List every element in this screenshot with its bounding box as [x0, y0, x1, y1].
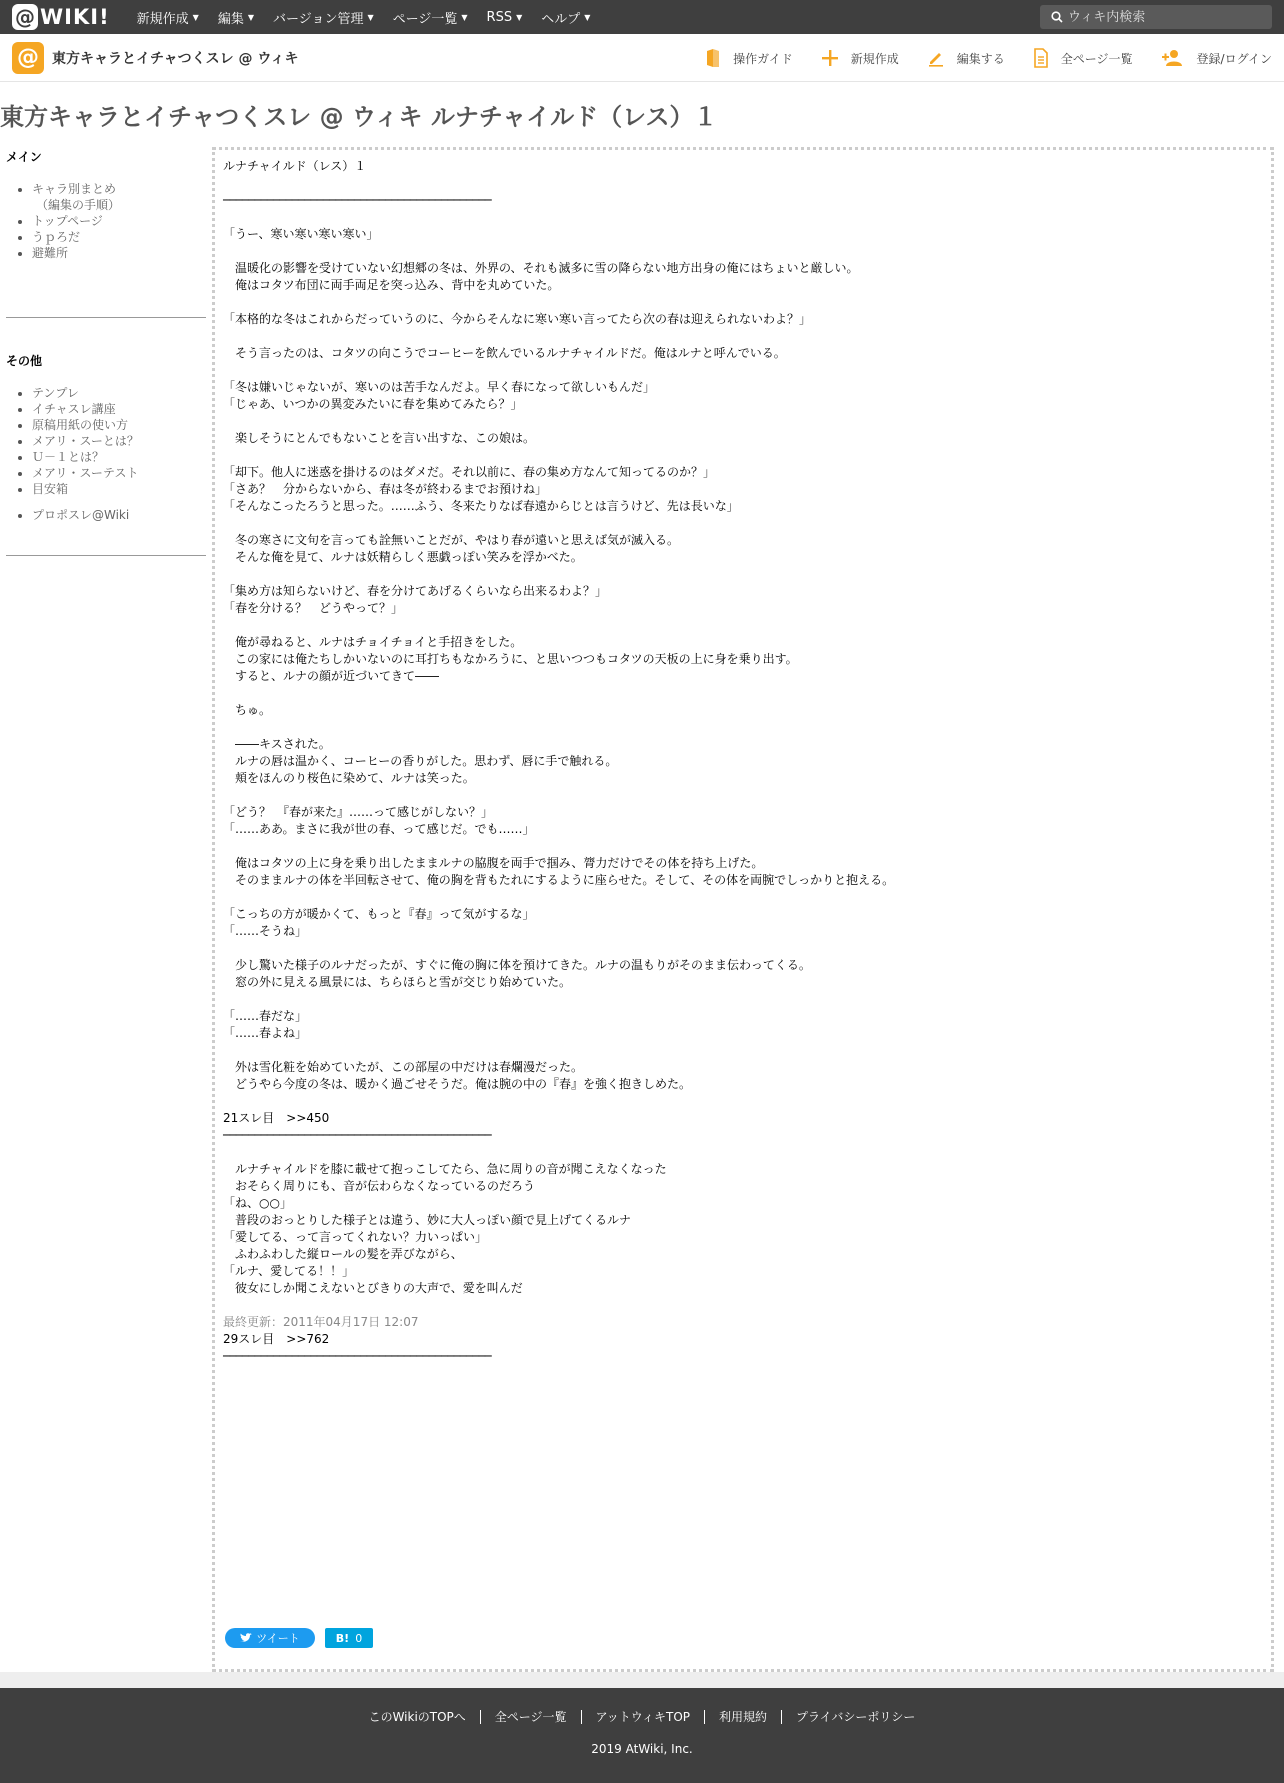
list-item[interactable] [32, 385, 206, 401]
body-line [223, 175, 1263, 192]
users-icon [1161, 49, 1185, 67]
body-line: ルナの唇は温かく、コーヒーの香りがした。思わず、唇に手で触れる。 [223, 754, 618, 768]
sidebar-link[interactable]: 原稿用紙の使い方 [32, 418, 129, 432]
footer [0, 1688, 1284, 1783]
sidebar-other-heading: その他 [6, 354, 43, 368]
body-line [223, 447, 1263, 464]
nav-all-pages-label: 全ページ一覧 [1060, 51, 1133, 66]
body-line: 少し驚いた様子のルナだったが、すぐに俺の胸に体を預けてきた。ルナの温もりがそのまま伝わってくる。 [223, 958, 811, 972]
footer-spacer [0, 1672, 1284, 1688]
body-line: そのままルナの体を半回転させて、俺の胸を背もたれにするように座らせた。そして、その体を両腕でしっかりと抱える。 [223, 873, 895, 887]
body-line: 普段のおっとりした様子とは違う、妙に大人っぽい顔で見上げてくるルナ [223, 1213, 632, 1227]
caret-down-icon: ▼ [192, 12, 199, 22]
footer-links [0, 1710, 1284, 1724]
nav-login-label: 登録/ログイン [1196, 51, 1272, 66]
last-updated: 最終更新：2011年04月17日 12:07 [223, 1315, 419, 1329]
body-line: 「ね、○○」 [223, 1196, 292, 1210]
body-line [223, 940, 1263, 957]
body-line: 29スレ目 >>762 [223, 1332, 330, 1346]
nav-create[interactable] [821, 49, 899, 67]
body-line [223, 566, 1263, 583]
body-line: 俺はコタツ布団に両手両足を突っ込み、背中を丸めていた。 [223, 278, 560, 292]
body-line: 外は雪化粧を始めていたが、この部屋の中だけは春爛漫だった。 [223, 1060, 584, 1074]
body-line: 楽しそうにとんでもないことを言い出すな、この娘は。 [223, 431, 536, 445]
hatena-count: 0 [355, 1631, 363, 1645]
body-line [223, 243, 1263, 260]
nav-edit-label: 編集する [956, 51, 1005, 66]
sidebar-link[interactable]: うｐろだ [32, 230, 81, 244]
list-item[interactable] [32, 465, 206, 481]
body-line: 「冬は嫌いじゃないが、寒いのは苦手なんだよ。早く春になって欲しいもんだ」 [223, 380, 656, 394]
body-line: この家には俺たちしかいないのに耳打ちもなかろうに、と思いつつもコタツの天板の上に身を乗り出す。 [223, 652, 798, 666]
top-menu-item[interactable] [218, 8, 254, 27]
copyright: 2019 AtWiki, Inc. [591, 1742, 693, 1756]
list-item[interactable] [32, 449, 206, 465]
logo-text: WIKI! [40, 5, 110, 29]
article-body [223, 158, 1263, 1365]
body-line: 「……そうね」 [223, 924, 308, 938]
sidebar-link[interactable]: プロポスレ@Wiki [32, 508, 130, 522]
page-title: 東方キャラとイチャつくスレ @ ウィキ ルナチャイルド（レス）１ [0, 103, 718, 131]
top-menu-label: 編集 [217, 11, 244, 27]
sidebar-link[interactable]: 目安箱 [32, 482, 69, 496]
list-item[interactable] [32, 213, 206, 229]
body-line: 「……ああ。まさに我が世の春、って感じだ。でも……」 [223, 822, 535, 836]
sidebar-extra-list [32, 507, 206, 523]
caret-down-icon: ▼ [516, 12, 523, 22]
body-line: そんな俺を見て、ルナは妖精らしく悪戯っぽい笑みを浮かべた。 [223, 550, 583, 564]
sidebar-link[interactable]: （編集の手順） [36, 198, 121, 212]
body-line: ルナチャイルド（レス）１ [223, 159, 367, 173]
footer-link[interactable]: このWikiのTOPへ [368, 1710, 466, 1724]
nav-guide-label: 操作ガイド [733, 51, 793, 66]
body-line [223, 328, 1263, 345]
hatena-label: B! [335, 1631, 350, 1645]
top-menu-label: ページ一覧 [392, 11, 458, 27]
book-icon [705, 48, 721, 68]
caret-down-icon: ▼ [584, 12, 591, 22]
search-box[interactable] [1040, 5, 1272, 29]
body-line: ふわふわした縦ロールの髪を弄びながら、 [223, 1247, 463, 1261]
top-menu-label: ヘルプ [541, 11, 581, 27]
sidebar-link[interactable]: イチャスレ講座 [32, 402, 116, 416]
list-item[interactable] [32, 245, 206, 261]
body-line [223, 1144, 1263, 1161]
top-menu [118, 8, 591, 27]
twitter-icon [240, 1633, 252, 1643]
nav-all-pages[interactable] [1033, 48, 1133, 68]
body-line [223, 209, 1263, 226]
body-line: 21スレ目 >>450 [223, 1111, 330, 1125]
search-icon [1046, 11, 1068, 23]
top-menu-label: RSS [486, 9, 513, 25]
body-line [223, 787, 1263, 804]
body-line: 「……春よね」 [223, 1026, 308, 1040]
at-icon: @ [12, 4, 38, 30]
footer-link[interactable]: 利用規約 [704, 1710, 781, 1724]
sidebar-link[interactable]: Ｕ－１とは？ [32, 450, 105, 464]
sidebar-link[interactable]: テンプレ [32, 386, 79, 400]
body-line [223, 294, 1263, 311]
footer-link[interactable]: 全ページ一覧 [480, 1710, 581, 1724]
nav-guide[interactable] [705, 48, 793, 68]
nav-login[interactable] [1161, 49, 1272, 67]
document-icon [1033, 48, 1049, 68]
plus-icon [821, 49, 839, 67]
list-item[interactable] [32, 433, 206, 449]
main-content [212, 147, 1274, 1672]
tweet-label: ツイート [256, 1632, 300, 1645]
body-line: ルナチャイルドを膝に載せて抱っこしてたら、急に周りの音が聞こえなくなった [223, 1162, 667, 1176]
body-line: 冬の寒さに文句を言っても詮無いことだが、やはり春が遠いと思えば気が滅入る。 [223, 533, 680, 547]
top-menu-item[interactable] [393, 8, 468, 27]
top-menu-item[interactable] [541, 8, 590, 27]
body-line: 「うー、寒い寒い寒い寒い」 [223, 227, 379, 241]
body-line: 「ルナ、愛してる！！」 [223, 1264, 355, 1278]
body-line [223, 515, 1263, 532]
body-line: 俺はコタツの上に身を乗り出したままルナの脇腹を両手で掴み、膂力だけでその体を持ち上げた。 [223, 856, 764, 870]
body-line: 「春を分ける？ どうやって？」 [223, 601, 404, 615]
body-line: 窓の外に見える風景には、ちらほらと雪が交じり始めていた。 [223, 975, 572, 989]
header-nav [677, 34, 1272, 82]
sidebar-main-heading: メイン [6, 150, 42, 164]
top-menu-item[interactable] [273, 8, 374, 27]
text-divider: ─────────────────────────────────────────── [223, 1349, 491, 1363]
list-item[interactable] [32, 481, 206, 497]
search-input[interactable] [1068, 10, 1258, 25]
body-line [223, 413, 1263, 430]
caret-down-icon: ▼ [367, 12, 374, 22]
body-line: そう言ったのは、コタツの向こうでコーヒーを飲んでいるルナチャイルドだ。俺はルナと呼んでいる。 [223, 346, 786, 360]
list-item[interactable] [32, 229, 206, 245]
body-line: 温暖化の影響を受けていない幻想郷の冬は、外界の、それも滅多に雪の降らない地方出身の俺にはちょいと厳しい。 [223, 261, 859, 275]
sidebar-link[interactable]: 避難所 [32, 246, 69, 260]
site-title[interactable]: 東方キャラとイチャつくスレ @ ウィキ [52, 50, 299, 67]
body-line: ちゅ。 [223, 703, 272, 717]
body-line: ――キスされた。 [223, 737, 331, 751]
body-line [223, 1297, 1263, 1314]
text-divider: ─────────────────────────────────────────── [223, 1128, 491, 1142]
body-line [223, 889, 1263, 906]
top-menu-item[interactable] [137, 8, 199, 27]
body-line: 「……春だな」 [223, 1009, 308, 1023]
site-header [0, 34, 1284, 82]
body-line: どうやら今度の冬は、暖かく過ごせそうだ。俺は腕の中の『春』を強く抱きしめた。 [223, 1077, 692, 1091]
top-menu-label: 新規作成 [136, 11, 189, 27]
share-buttons [225, 1628, 373, 1648]
body-line [223, 991, 1263, 1008]
body-line: 「じゃあ、いつかの異変みたいに春を集めてみたら？」 [223, 397, 523, 411]
atwiki-logo[interactable] [12, 4, 110, 30]
text-divider: ─────────────────────────────────────────── [223, 193, 491, 207]
nav-create-label: 新規作成 [850, 51, 899, 66]
global-topbar [0, 0, 1284, 34]
body-line: 「本格的な冬はこれからだっていうのに、今からそんなに寒い寒い言ってたら次の春は迎えられないわよ？」 [223, 312, 812, 326]
body-line: おそらく周りにも、音が伝わらなくなっているのだろう [223, 1179, 536, 1193]
body-line: 「集め方は知らないけど、春を分けてあげるくらいなら出来るわよ？」 [223, 584, 608, 598]
body-line [223, 1042, 1263, 1059]
top-menu-item[interactable] [487, 8, 523, 27]
caret-down-icon: ▼ [247, 12, 254, 22]
sidebar-other-list [32, 385, 206, 497]
list-item[interactable] [32, 401, 206, 417]
body-line: 「さあ？ 分からないから、春は冬が終わるまでお預けね」 [223, 482, 548, 496]
sidebar-link[interactable]: トップページ [32, 214, 103, 228]
sidebar-link[interactable]: キャラ別まとめ [32, 182, 117, 196]
footer-link[interactable]: プライバシーポリシー [781, 1710, 929, 1724]
body-line: 「却下。他人に迷惑を掛けるのはダメだ。それ以前に、春の集め方なんて知ってるのか？」 [223, 465, 716, 479]
body-line: 「どう？ 『春が来た』……って感じがしない？」 [223, 805, 494, 819]
footer-link[interactable]: アットウィキTOP [581, 1710, 704, 1724]
body-line [223, 685, 1263, 702]
body-line: 「そんなこったろうと思った。……ふう、冬来たりなば春遠からじとは言うけど、先は長いな」 [223, 499, 739, 513]
sidebar-link[interactable]: メアリ・スーテスト [32, 466, 139, 480]
list-item[interactable] [32, 181, 206, 213]
nav-edit[interactable] [927, 49, 1005, 67]
body-line [223, 838, 1263, 855]
list-item[interactable] [32, 507, 206, 523]
sidebar-divider [6, 555, 206, 556]
body-line [223, 362, 1263, 379]
body-line: 彼女にしか聞こえないとびきりの大声で、愛を叫んだ [223, 1281, 523, 1295]
sidebar-link[interactable]: メアリ・スーとは？ [32, 434, 139, 448]
body-line [223, 1093, 1263, 1110]
sidebar-main-list [32, 181, 206, 261]
body-line [223, 719, 1263, 736]
tweet-button[interactable] [225, 1628, 315, 1648]
body-line: 「愛してる、って言ってくれない？力いっぱい」 [223, 1230, 488, 1244]
hatena-bookmark-button[interactable] [325, 1628, 373, 1648]
body-line: 「こっちの方が暖かくて、もっと『春』って気がするな」 [223, 907, 535, 921]
body-line [223, 617, 1263, 634]
body-line: 俺が尋ねると、ルナはチョイチョイと手招きをした。 [223, 635, 523, 649]
body-line: 頬をほんのり桜色に染めて、ルナは笑った。 [223, 771, 475, 785]
top-menu-label: バージョン管理 [272, 11, 364, 27]
sidebar [6, 148, 206, 556]
pencil-icon [927, 49, 945, 67]
site-at-icon[interactable]: @ [12, 42, 44, 74]
body-line: すると、ルナの顔が近づいてきて―― [223, 669, 440, 683]
list-item[interactable] [32, 417, 206, 433]
caret-down-icon: ▼ [461, 12, 468, 22]
